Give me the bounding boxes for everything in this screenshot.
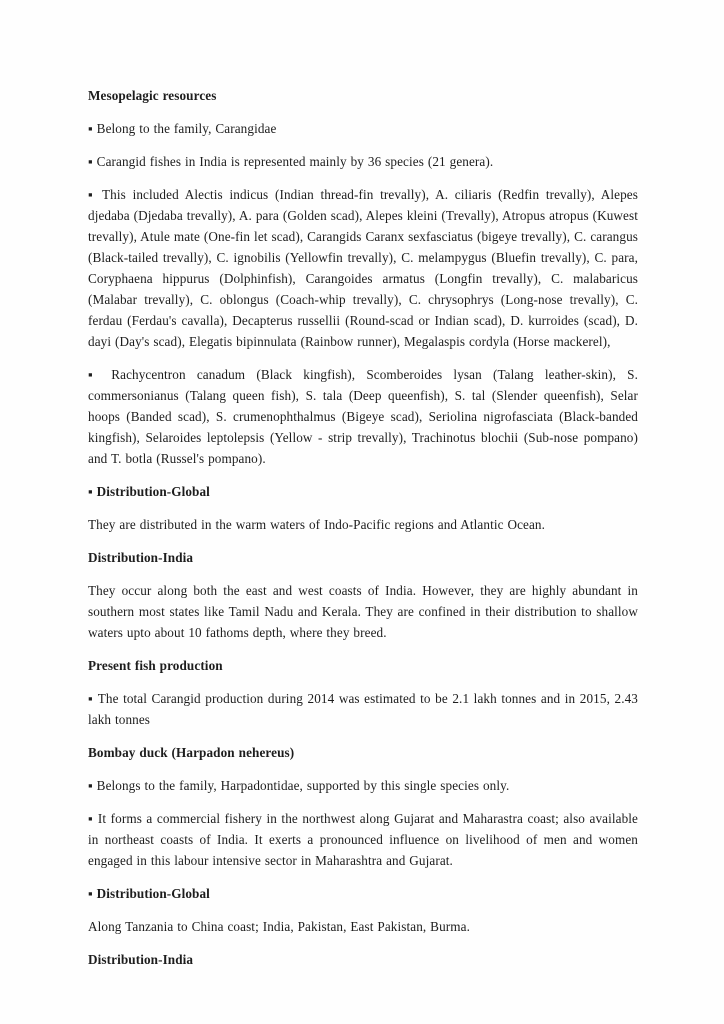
- bullet-paragraph-species-list-1: ▪ This included Alectis indicus (Indian thread-fin trevally), A. ciliaris (Redfin trevally), Alepes djedaba (Djedaba trevally), A. para (Golden scad), Alepes kleini (Trevally), Atropus atropus (Kuwest trevally), Atule mate (One-fin let scad), Carangids Caranx sexfasciatus (bigeye trevally), C. carangus (Black-tailed trevally), C. ignobilis (Yellowfin trevally), C. melampygus (Bluefin trevally), C. para, Coryphaena hippurus (Dolphinfish), Carangoides armatus (Longfin trevally), C. malabaricus (Malabar trevally), C. oblongus (Coach-whip trevally), C. chrysophrys (Long-nose trevally), C. ferdau (Ferdau's cavalla), Decapterus russellii (Round-scad or Indian scad), D. kurroides (scad), D. dayi (Day's scad), Elegatis bipinnulata (Rainbow runner), Megalaspis cordyla (Horse mackerel),: [88, 187, 638, 349]
- bullet-paragraph-species-count: ▪ Carangid fishes in India is represented mainly by 36 species (21 genera).: [88, 154, 494, 169]
- section-heading-distribution-india-1: Distribution-India: [88, 550, 194, 565]
- bullet-paragraph-harpadontidae: ▪ Belongs to the family, Harpadontidae, supported by this single species only.: [88, 778, 510, 793]
- section-heading-distribution-global-2: ▪ Distribution-Global: [88, 886, 210, 901]
- paragraph-distribution-global-2: Along Tanzania to China coast; India, Pakistan, East Pakistan, Burma.: [88, 919, 470, 934]
- bullet-paragraph-production: ▪ The total Carangid production during 2014 was estimated to be 2.1 lakh tonnes and in 2015, 2.43 lakh tonnes: [88, 691, 638, 727]
- section-heading-present-fish-production: Present fish production: [88, 658, 223, 673]
- section-heading-mesopelagic-resources: Mesopelagic resources: [88, 88, 217, 103]
- bullet-paragraph-commercial-fishery: ▪ It forms a commercial fishery in the northwest along Gujarat and Maharastra coast; also available in northeast coasts of India. It exerts a pronounced influence on livelihood of men and women engaged in this labour intensive sector in Maharashtra and Gujarat.: [88, 811, 638, 868]
- bullet-paragraph-family: ▪ Belong to the family, Carangidae: [88, 121, 277, 136]
- paragraph-distribution-india-1: They occur along both the east and west coasts of India. However, they are highly abundant in southern most states like Tamil Nadu and Kerala. They are confined in their distribution to shallow waters upto about 10 fathoms depth, where they breed.: [88, 583, 638, 640]
- paragraph-distribution-global-1: They are distributed in the warm waters of Indo-Pacific regions and Atlantic Ocean.: [88, 517, 546, 532]
- section-heading-bombay-duck: Bombay duck (Harpadon nehereus): [88, 745, 295, 760]
- section-heading-distribution-global-1: ▪ Distribution-Global: [88, 484, 210, 499]
- section-heading-distribution-india-2: Distribution-India: [88, 952, 194, 967]
- bullet-paragraph-species-list-2: ▪ Rachycentron canadum (Black kingfish), Scomberoides lysan (Talang leather-skin), S. commersonianus (Talang queen fish), S. tala (Deep queenfish), S. tal (Slender queenfish), Selar hoops (Banded scad), S. crumenophthalmus (Bigeye scad), Seriolina nigrofasciata (Black-banded kingfish), Selaroides leptolepsis (Yellow - strip trevally), Trachinotus blochii (Sub-nose pompano) and T. botla (Russel's pompano).: [88, 367, 638, 466]
